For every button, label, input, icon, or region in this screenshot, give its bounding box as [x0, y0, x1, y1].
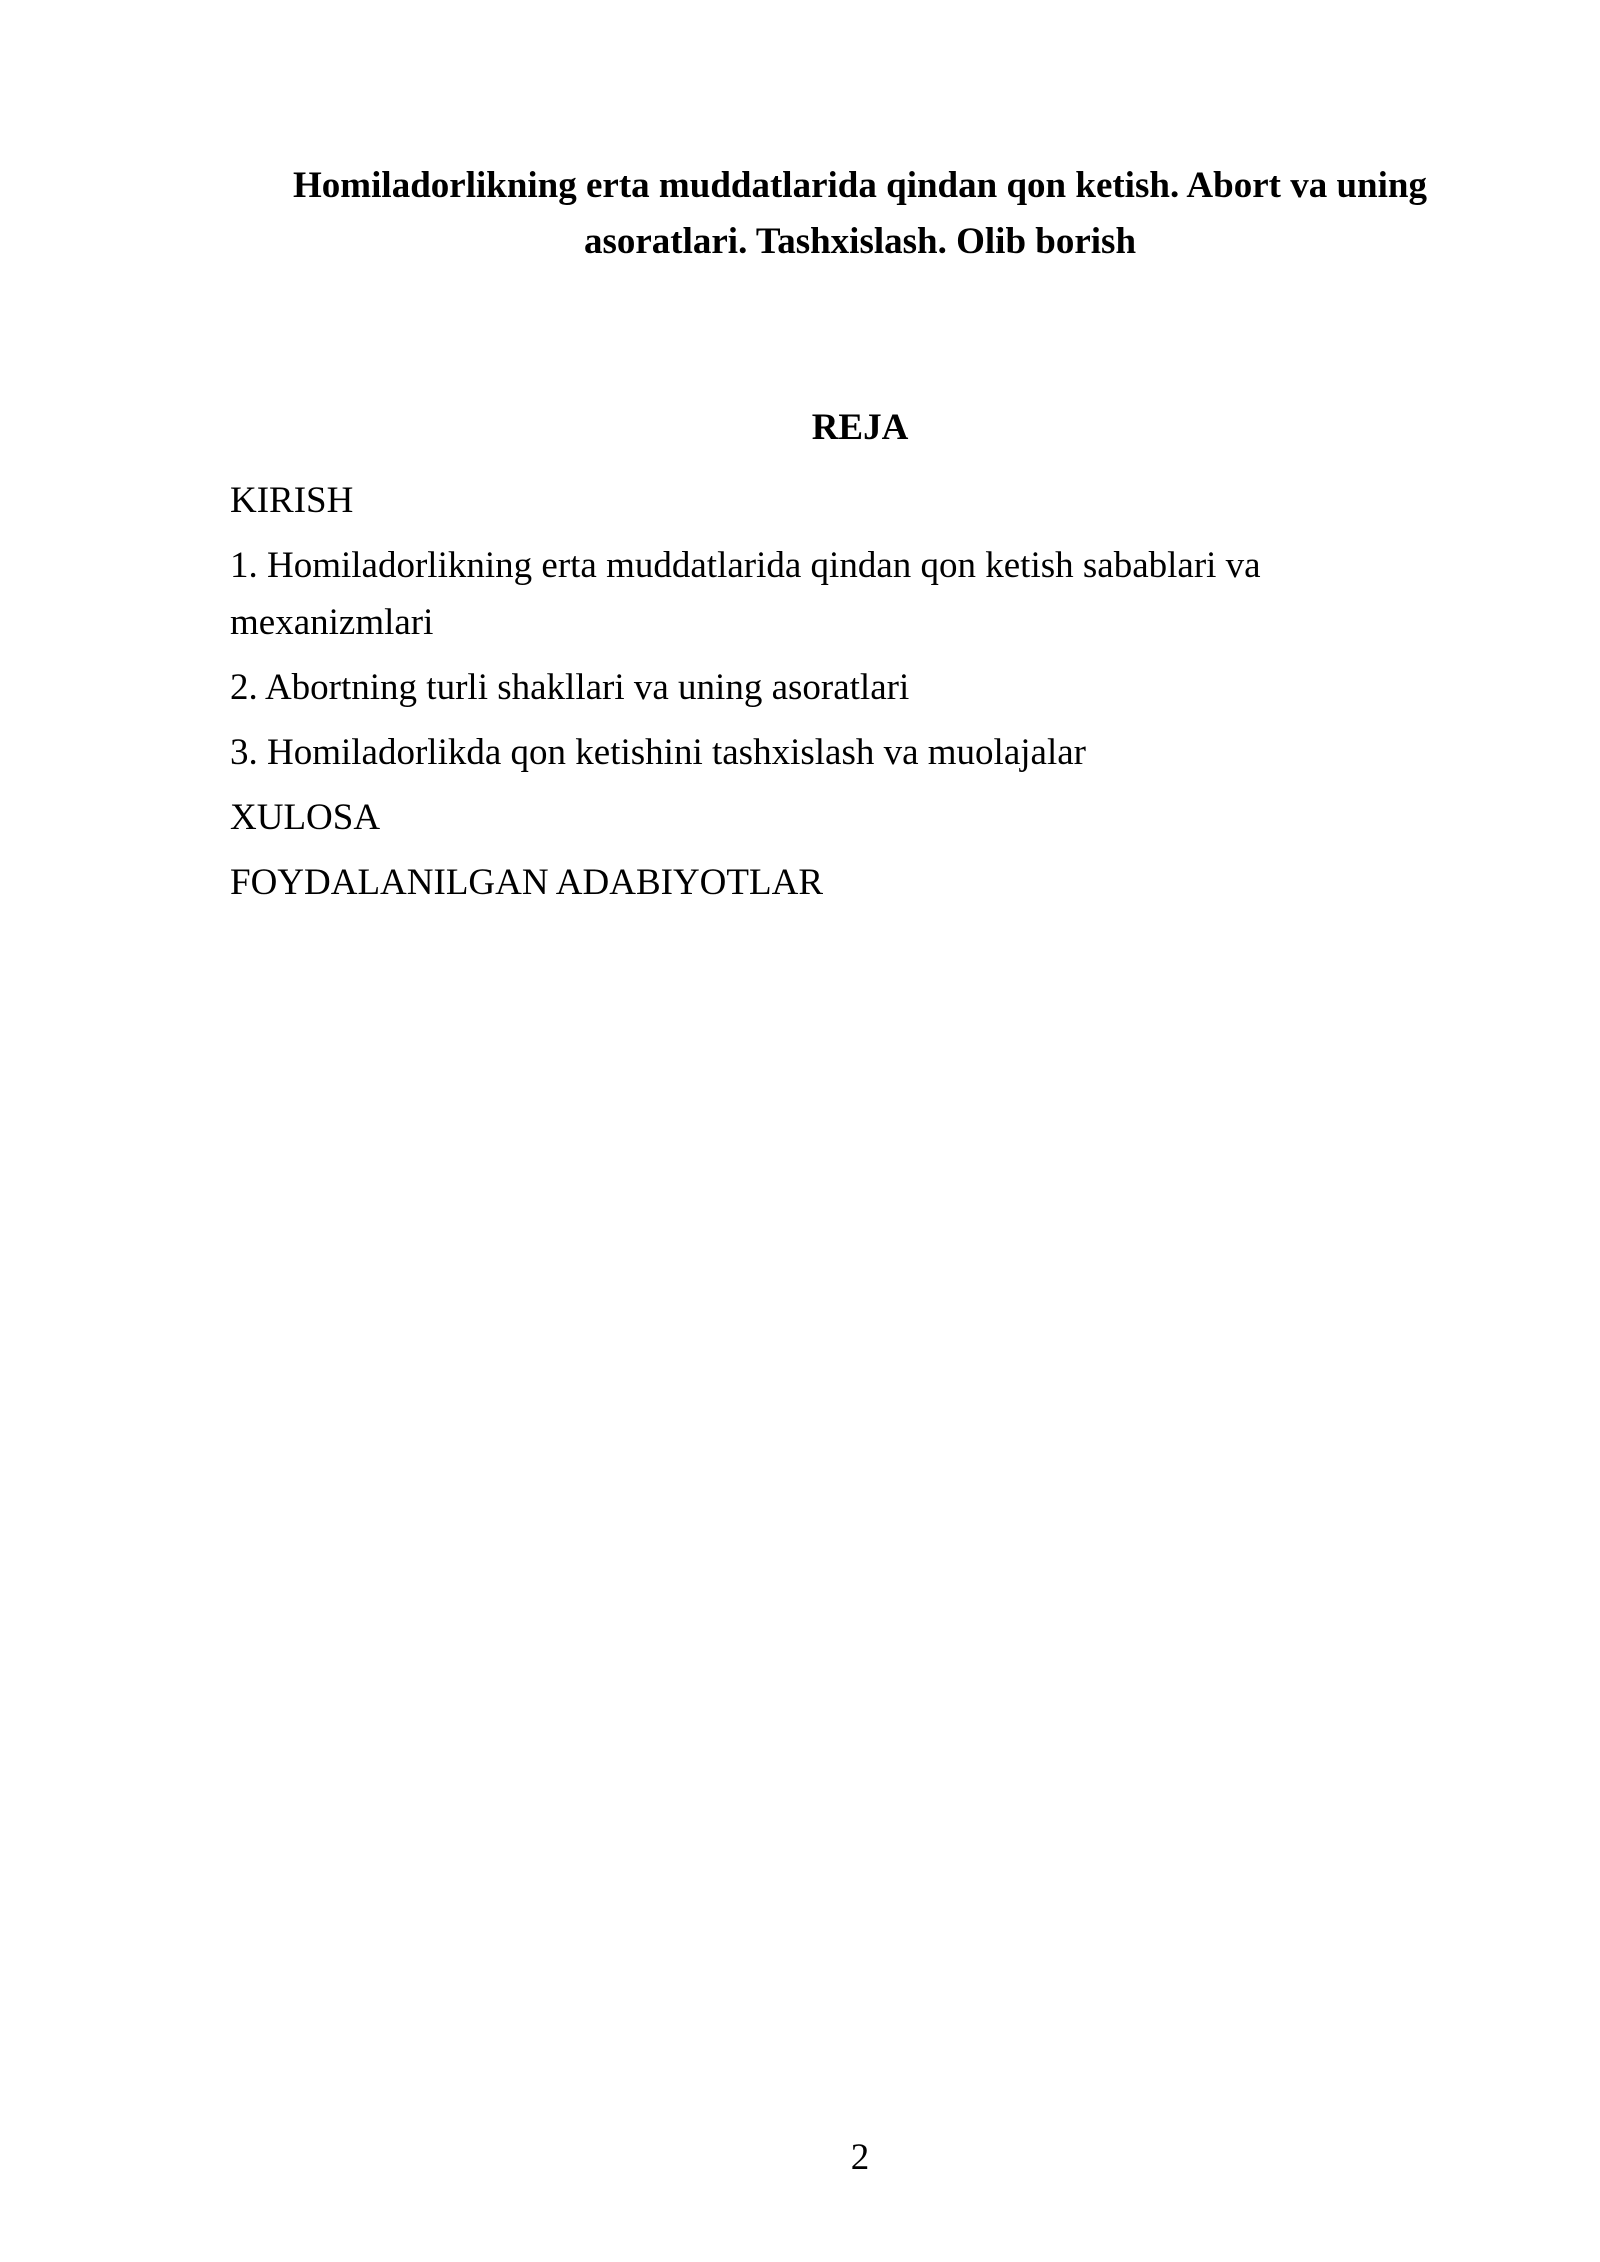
plan-item-references: FOYDALANILGAN ADABIYOTLAR: [230, 862, 823, 903]
page-number: 2: [850, 2137, 870, 2178]
plan-item-1: 1. Homiladorlikning erta muddatlarida qindan qon ketish sabablari va mexanizmlari: [230, 545, 1261, 643]
plan-heading: REJA: [811, 407, 909, 448]
plan-item-introduction: KIRISH: [230, 480, 354, 521]
plan-item-3: 3. Homiladorlikda qon ketishini tashxislash va muolajalar: [230, 732, 1086, 773]
plan-item-conclusion: XULOSA: [230, 797, 381, 838]
plan-item-2: 2. Abortning turli shakllari va uning asoratlari: [230, 667, 910, 708]
document-title-line-1: Homiladorlikning erta muddatlarida qindan qon ketish. Abort va uning: [293, 165, 1427, 206]
document-title: [230, 158, 1490, 270]
plan-list: [230, 472, 1380, 919]
document-title-line-2: asoratlari. Tashxislash. Olib borish: [583, 221, 1137, 262]
